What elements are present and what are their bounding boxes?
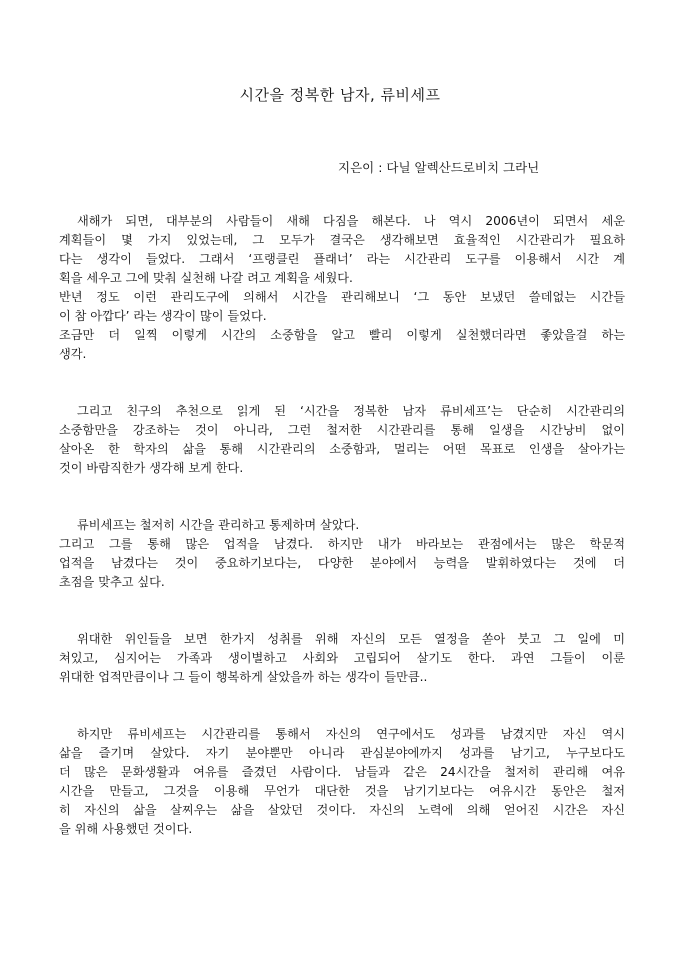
text-line: 새해가 되면, 대부분의 사람들이 새해 다짐을 해본다. 나 역시 2006년이 되면서 세운 bbox=[77, 214, 625, 228]
text-line: 삶을 즐기며 살았다. 자기 분야뿐만 아니라 관심분야에까지 성과를 남기고, 누구보다도 bbox=[59, 746, 625, 760]
text-line: 것이 바람직한가 생각해 보게 한다. bbox=[59, 461, 244, 475]
paragraph bbox=[59, 212, 625, 364]
text-line: 시간을 만들고, 그것을 이용해 무언가 대단한 것을 남기기보다는 여유시간 동안은 철저 bbox=[59, 784, 625, 798]
text-line: 반년 정도 이런 관리도구에 의해서 시간을 관리해보니 ‘그 동안 보냈던 쓸데없는 시간들 bbox=[59, 290, 625, 304]
paragraph bbox=[59, 516, 625, 592]
author-line: 지은이 : 다닐 알렉산드로비치 그라닌 bbox=[338, 160, 540, 175]
text-line: 더 많은 문화생활과 여유를 즐겼던 사람이다. 남들과 같은 24시간을 철저히 관리해 여유 bbox=[59, 765, 625, 779]
paragraph bbox=[59, 630, 625, 687]
essay-body bbox=[59, 212, 625, 839]
text-line: 을 위해 사용했던 것이다. bbox=[59, 822, 193, 836]
text-line: 하지만 류비세프는 시간관리를 통해서 자신의 연구에서도 성과를 남겼지만 자신 역시 bbox=[77, 727, 625, 741]
text-line: 업적을 남겼다는 것이 중요하기보다는, 다양한 분야에서 능력을 발휘하였다는 것에 더 bbox=[59, 556, 625, 570]
text-line: 소중함만을 강조하는 것이 아니라, 그런 철저한 시간관리를 통해 일생을 시간낭비 없이 bbox=[59, 423, 625, 437]
text-line: 획을 세우고 그에 맞춰 실천해 나갈 려고 계획을 세웠다. bbox=[59, 271, 353, 285]
text-line: 그리고 친구의 추천으로 읽게 된 ‘시간을 정복한 남자 류비세프’는 단순히 시간관리의 bbox=[77, 404, 625, 418]
text-line: 다는 생각이 들었다. 그래서 ‘프랭클린 플래너’ 라는 시간관리 도구를 이용해서 시간 계 bbox=[59, 252, 625, 266]
text-line: 위대한 업적만큼이나 그 들이 행복하게 살았을까 하는 생각이 들만큼.. bbox=[59, 670, 428, 684]
paragraph bbox=[59, 725, 625, 839]
paragraph bbox=[59, 402, 625, 478]
text-line: 쳐있고, 심지어는 가족과 생이별하고 사회와 고립되어 살기도 한다. 과연 그들이 이룬 bbox=[59, 651, 625, 665]
text-line: 이 참 아깝다’ 라는 생각이 많이 들었다. bbox=[59, 309, 267, 323]
text-line: 그리고 그를 통해 많은 업적을 남겼다. 하지만 내가 바라보는 관점에서는 많은 학문적 bbox=[59, 537, 625, 551]
text-line: 위대한 위인들을 보면 한가지 성취를 위해 자신의 모든 열정을 쏟아 붓고 그 일에 미 bbox=[77, 632, 625, 646]
text-line: 히 자신의 삶을 살찌우는 삶을 살았던 것이다. 자신의 노력에 의해 얻어진 시간은 자신 bbox=[59, 803, 625, 817]
document-title: 시간을 정복한 남자, 류비세프 bbox=[239, 86, 441, 104]
text-line: 살아온 한 학자의 삶을 통해 시간관리의 소중함과, 멀리는 어떤 목표로 인생을 살아가는 bbox=[59, 442, 625, 456]
text-line: 류비세프는 철저히 시간을 관리하고 통제하며 살았다. bbox=[77, 518, 360, 532]
text-line: 조금만 더 일찍 이렇게 시간의 소중함을 알고 빨리 이렇게 실천했더라면 좋았을걸 하는 bbox=[59, 328, 625, 342]
text-line: 생각. bbox=[59, 347, 87, 361]
text-line: 초점을 맞추고 싶다. bbox=[59, 575, 165, 589]
text-line: 계획들이 몇 가지 있었는데, 그 모두가 결국은 생각해보면 효율적인 시간관리가 필요하 bbox=[59, 233, 625, 247]
